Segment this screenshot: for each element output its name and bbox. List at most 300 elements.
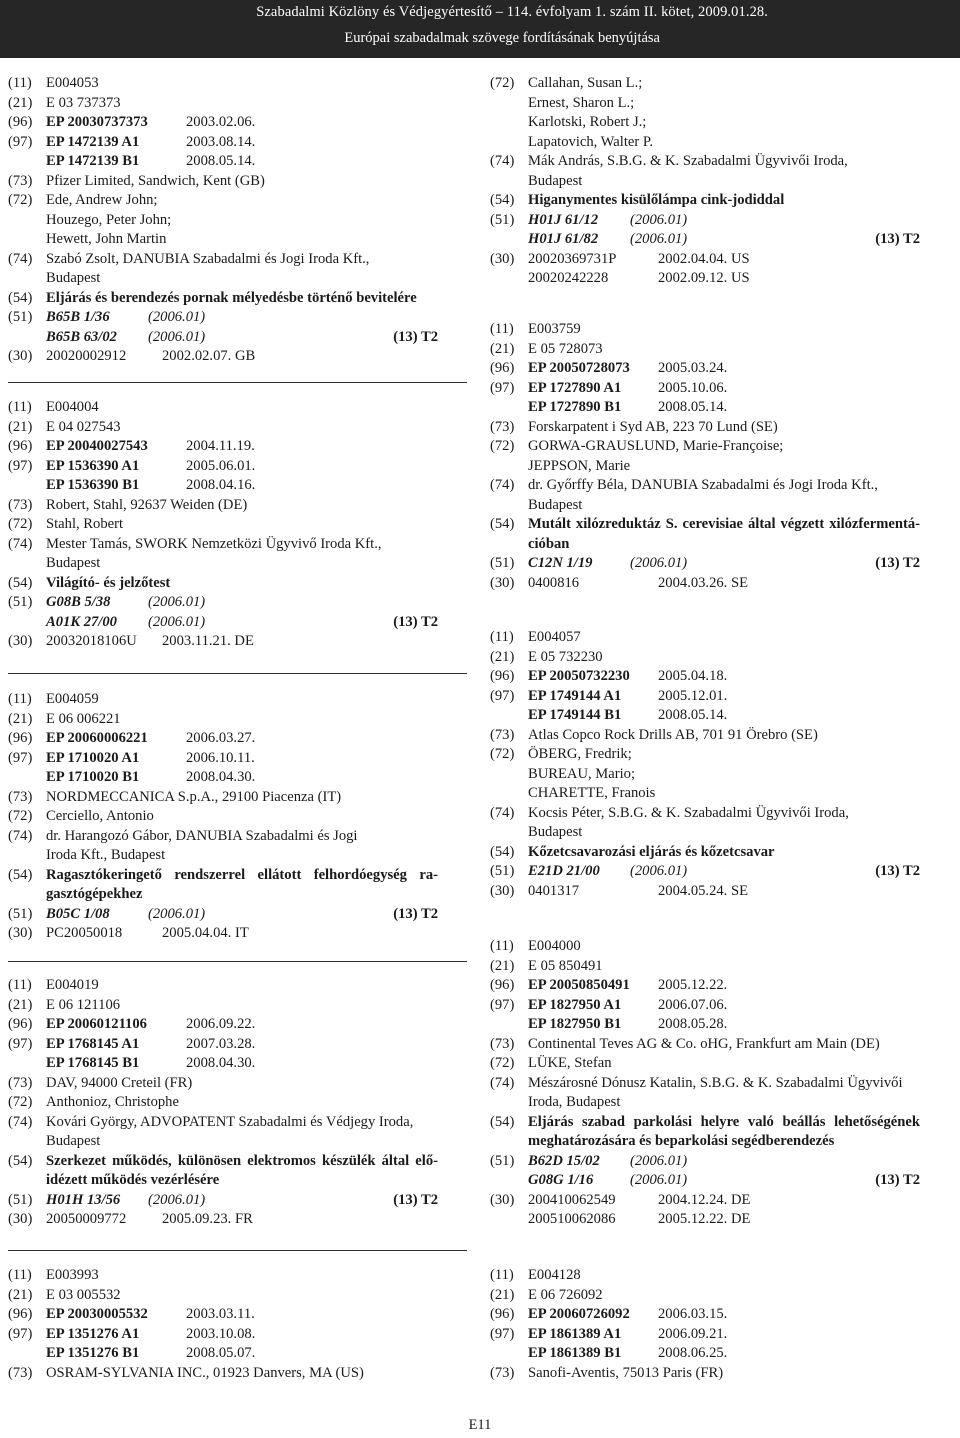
invention-title-line: Eljárás és berendezés pornak mélyedésbe történő bevitelére [46, 289, 417, 306]
inid-74-label: (74) [490, 804, 515, 821]
ipc-version: (2006.01) [148, 328, 206, 345]
application-number: E 03 005532 [46, 1286, 121, 1303]
inid-54-label: (54) [490, 843, 515, 860]
kind-code: (13) T2 [875, 555, 920, 571]
invention-title-line: Mutált xilózreduktáz S. cerevisiae által végzett xilózfermentá- [528, 516, 920, 532]
record-line [8, 976, 438, 996]
section-divider [8, 382, 467, 383]
proprietor-line: Continental Teves AG & Co. oHG, Frankfurt am Main (DE) [528, 1035, 880, 1052]
inid-51-label: (51) [490, 555, 515, 571]
inid-72-label: (72) [490, 438, 515, 454]
section-divider [8, 1250, 467, 1251]
inid-74-label: (74) [490, 1074, 515, 1091]
inid-73-label: (73) [8, 496, 33, 513]
record-line [490, 554, 920, 574]
inid-54-label: (54) [490, 192, 515, 208]
ipc-version: (2006.01) [148, 905, 206, 922]
priority-date: 2004.05.24. SE [658, 882, 748, 899]
record-line [490, 843, 920, 863]
representative-line: Budapest [528, 172, 583, 189]
priority-date: 2005.09.23. FR [162, 1211, 253, 1227]
record-line [8, 554, 438, 574]
inid-51-label: (51) [490, 863, 515, 879]
record-line [490, 133, 920, 153]
ep-application-date: 2006.03.15. [658, 1306, 728, 1322]
record-line [8, 152, 438, 172]
publication-number: E004057 [528, 629, 581, 645]
invention-title-line: Szerkezet működés, különösen elektromos készülék által elő- [46, 1152, 438, 1169]
record-line [8, 457, 438, 477]
ep-application-number: EP 20050732230 [528, 668, 630, 684]
record-line [490, 191, 920, 211]
application-number: E 06 726092 [528, 1286, 603, 1303]
record-line [490, 152, 920, 172]
record-line [8, 690, 438, 710]
ep-publication-number: EP 1827950 A1 [528, 996, 622, 1013]
inid-30-label: (30) [490, 250, 515, 267]
inid-97-label: (97) [490, 1325, 515, 1342]
ipc-class: C12N 1/19 [528, 555, 593, 571]
kind-code: (13) T2 [393, 613, 438, 630]
inventor-line: Stahl, Robert [46, 516, 124, 532]
invention-title-line: gasztógépekhez [46, 886, 143, 902]
record-line [8, 632, 438, 652]
inid-74-label: (74) [490, 477, 515, 493]
record-line [8, 1035, 438, 1055]
ep-publication-number: EP 1727890 B1 [528, 399, 622, 415]
ep-application-date: 2006.09.22. [186, 1016, 256, 1032]
priority-number: 0401317 [528, 882, 580, 899]
inid-11-label: (11) [8, 399, 32, 415]
inid-21-label: (21) [8, 996, 33, 1013]
ep-publication-date: 2007.03.28. [186, 1035, 256, 1052]
record-line [490, 957, 920, 977]
inid-96-label: (96) [8, 114, 33, 130]
record-line [490, 211, 920, 231]
inid-21-label: (21) [8, 710, 33, 727]
record-line [8, 74, 438, 94]
inid-11-label: (11) [490, 629, 514, 645]
ep-publication-date: 2008.04.30. [186, 1055, 256, 1071]
inventor-line: LÜKE, Stefan [528, 1055, 612, 1071]
representative-line: Kocsis Péter, S.B.G. & K. Szabadalmi Ügyvivői Iroda, [528, 804, 849, 821]
record-line [8, 328, 438, 348]
kind-code: (13) T2 [875, 1172, 920, 1188]
record-line [490, 996, 920, 1016]
patent-record [8, 976, 438, 1230]
record-line [8, 191, 438, 211]
proprietor-line: Robert, Stahl, 92637 Weiden (DE) [46, 496, 248, 513]
inid-11-label: (11) [490, 1267, 514, 1283]
priority-date: 2005.12.22. DE [658, 1211, 751, 1227]
patent-record [8, 74, 438, 367]
representative-line: Kovári György, ADVOPATENT Szabadalmi és Védjegy Iroda, [46, 1113, 414, 1130]
record-line [8, 1210, 438, 1230]
record-line [8, 1191, 438, 1211]
ep-publication-number: EP 1861389 B1 [528, 1345, 622, 1361]
inid-21-label: (21) [490, 648, 515, 665]
ipc-class: H01J 61/12 [528, 211, 599, 228]
priority-number: 200510062086 [528, 1211, 616, 1227]
inid-96-label: (96) [490, 360, 515, 376]
record-line [490, 687, 920, 707]
representative-line: Iroda, Budapest [528, 1094, 621, 1110]
inid-96-label: (96) [490, 977, 515, 993]
record-line [8, 250, 438, 270]
record-line [490, 1344, 920, 1364]
inid-11-label: (11) [8, 1267, 32, 1283]
inventor-line: Hewett, John Martin [46, 231, 167, 247]
ep-application-date: 2006.03.27. [186, 730, 256, 746]
ipc-version: (2006.01) [148, 594, 206, 610]
kind-code: (13) T2 [875, 231, 920, 247]
ep-publication-date: 2008.05.14. [658, 707, 728, 723]
inid-54-label: (54) [8, 1152, 33, 1169]
application-number: E 06 006221 [46, 710, 121, 727]
ep-publication-number: EP 1472139 A1 [46, 133, 140, 150]
priority-date: 2004.03.26. SE [658, 574, 748, 591]
ipc-version: (2006.01) [630, 555, 688, 571]
record-line [8, 535, 438, 555]
inid-96-label: (96) [8, 730, 33, 746]
ipc-version: (2006.01) [148, 613, 206, 630]
inventor-line: Anthonioz, Christophe [46, 1094, 179, 1110]
record-line [490, 496, 920, 516]
proprietor-line: NORDMECCANICA S.p.A., 29100 Piacenza (IT) [46, 788, 342, 805]
record-line [8, 1132, 438, 1152]
priority-date: 2004.12.24. DE [658, 1191, 751, 1208]
ep-publication-date: 2008.06.25. [658, 1345, 728, 1361]
publication-number: E004059 [46, 691, 99, 707]
patent-record [490, 74, 920, 289]
ep-publication-date: 2008.05.07. [186, 1345, 256, 1361]
record-line [8, 866, 438, 886]
publication-number: E003759 [528, 321, 581, 337]
record-line [490, 74, 920, 94]
ipc-version: (2006.01) [630, 1152, 688, 1169]
record-line [8, 1364, 438, 1384]
record-line [490, 574, 920, 594]
record-line [490, 804, 920, 824]
record-line [8, 476, 438, 496]
inventor-line: Ede, Andrew John; [46, 192, 158, 208]
application-number: E 04 027543 [46, 418, 121, 435]
ep-publication-number: EP 1827950 B1 [528, 1016, 622, 1032]
invention-title-line: meghatározására és beparkolási segédberendezés [528, 1133, 835, 1149]
ep-application-date: 2005.12.22. [658, 977, 728, 993]
ep-publication-date: 2005.12.01. [658, 687, 728, 704]
ep-application-number: EP 20040027543 [46, 438, 148, 454]
record-line [8, 398, 438, 418]
record-line [490, 765, 920, 785]
inid-74-label: (74) [8, 535, 33, 552]
ep-publication-date: 2008.04.30. [186, 769, 256, 785]
ep-publication-date: 2008.05.14. [658, 399, 728, 415]
record-line [8, 308, 438, 328]
inid-30-label: (30) [490, 1191, 515, 1208]
priority-number: 200410062549 [528, 1191, 616, 1208]
priority-number: 20050009772 [46, 1211, 127, 1227]
inid-30-label: (30) [8, 633, 33, 649]
inid-74-label: (74) [8, 1113, 33, 1130]
record-line [8, 113, 438, 133]
page-number: E11 [468, 1417, 492, 1433]
record-line [8, 496, 438, 516]
priority-date: 2002.09.12. US [658, 270, 750, 286]
ipc-class: B05C 1/08 [46, 905, 110, 922]
inid-96-label: (96) [490, 1306, 515, 1322]
record-line [8, 133, 438, 153]
record-line [8, 574, 438, 594]
representative-line: Budapest [46, 270, 101, 286]
patent-record [490, 1266, 920, 1383]
inid-73-label: (73) [8, 1364, 33, 1381]
record-line [490, 113, 920, 133]
ipc-class: E21D 21/00 [528, 863, 600, 879]
record-line [490, 250, 920, 270]
record-line [490, 320, 920, 340]
inid-11-label: (11) [8, 977, 32, 993]
inid-11-label: (11) [8, 75, 32, 91]
representative-line: Mester Tamás, SWORK Nemzetközi Ügyvivő Iroda Kft., [46, 535, 382, 552]
ipc-class: B65B 63/02 [46, 328, 117, 345]
record-line [490, 172, 920, 192]
priority-number: 20020242228 [528, 270, 609, 286]
patent-record [490, 320, 920, 593]
ep-publication-number: EP 1351276 A1 [46, 1325, 140, 1342]
journal-title: Szabadalmi Közlöny és Védjegyértesítő – 114. évfolyam 1. szám II. kötet, 2009.01.28. [256, 4, 768, 20]
ep-application-number: EP 20050728073 [528, 360, 630, 376]
priority-number: PC20050018 [46, 925, 123, 941]
record-line [490, 1035, 920, 1055]
record-line [490, 1171, 920, 1191]
record-line [490, 882, 920, 902]
record-line [490, 1266, 920, 1286]
invention-title-line: Ragasztókeringető rendszerrel ellátott felhordóegység ra- [46, 866, 438, 883]
record-line [490, 1152, 920, 1172]
priority-date: 2002.04.04. US [658, 250, 750, 267]
ipc-class: A01K 27/00 [46, 613, 117, 630]
record-line [490, 457, 920, 477]
inventor-line: Lapatovich, Walter P. [528, 133, 654, 150]
record-line [8, 768, 438, 788]
priority-date: 2005.04.04. IT [162, 925, 249, 941]
ep-publication-number: EP 1710020 A1 [46, 749, 140, 766]
record-line [490, 94, 920, 114]
record-line [490, 1286, 920, 1306]
application-number: E 06 121106 [46, 996, 121, 1013]
record-line [8, 827, 438, 847]
record-line [490, 976, 920, 996]
record-line [8, 1074, 438, 1094]
record-line [490, 628, 920, 648]
record-line [8, 749, 438, 769]
priority-number: 0400816 [528, 574, 580, 591]
inid-51-label: (51) [490, 1152, 515, 1169]
record-line [490, 535, 920, 555]
inid-97-label: (97) [8, 133, 33, 150]
representative-line: Budapest [528, 496, 583, 513]
inid-54-label: (54) [8, 289, 33, 306]
record-line [8, 1325, 438, 1345]
inid-21-label: (21) [490, 957, 515, 974]
ep-publication-date: 2003.08.14. [186, 133, 256, 150]
record-line [490, 648, 920, 668]
inid-96-label: (96) [8, 438, 33, 454]
record-line [490, 937, 920, 957]
inventor-line: Callahan, Susan L.; [528, 75, 643, 91]
invention-title-line: Eljárás szabad parkolási helyre való beállás lehetőségének [528, 1113, 920, 1130]
record-line [8, 807, 438, 827]
record-line [490, 667, 920, 687]
priority-number: 20032018106U [46, 633, 137, 649]
inid-21-label: (21) [490, 1286, 515, 1303]
ep-publication-number: EP 1351276 B1 [46, 1345, 140, 1361]
inid-72-label: (72) [8, 192, 33, 208]
record-line [8, 347, 438, 367]
record-line [490, 1305, 920, 1325]
record-line [8, 1152, 438, 1172]
proprietor-line: OSRAM-SYLVANIA INC., 01923 Danvers, MA (US) [46, 1364, 364, 1381]
record-line [490, 269, 920, 289]
ep-application-date: 2003.03.11. [186, 1306, 255, 1322]
inventor-line: JEPPSON, Marie [528, 457, 631, 474]
record-line [8, 924, 438, 944]
application-number: E 05 732230 [528, 648, 603, 665]
record-line [490, 398, 920, 418]
inventor-line: GORWA-GRAUSLUND, Marie-Françoise; [528, 438, 784, 454]
record-line [490, 1325, 920, 1345]
proprietor-line: Forskarpatent i Syd AB, 223 70 Lund (SE) [528, 418, 778, 435]
ep-publication-date: 2006.07.06. [658, 996, 728, 1013]
ep-publication-date: 2005.10.06. [658, 379, 728, 396]
record-line [8, 211, 438, 231]
inid-73-label: (73) [8, 788, 33, 805]
representative-line: dr. Harangozó Gábor, DANUBIA Szabadalmi és Jogi [46, 827, 358, 844]
proprietor-line: Sanofi-Aventis, 75013 Paris (FR) [528, 1364, 724, 1381]
ep-publication-number: EP 1768145 B1 [46, 1055, 140, 1071]
representative-line: Szabó Zsolt, DANUBIA Szabadalmi és Jogi Iroda Kft., [46, 250, 370, 267]
publication-number: E003993 [46, 1267, 99, 1283]
ipc-version: (2006.01) [630, 863, 688, 879]
ep-application-number: EP 20060726092 [528, 1306, 630, 1322]
ep-application-date: 2005.03.24. [658, 360, 728, 376]
inid-72-label: (72) [8, 516, 33, 532]
ep-publication-number: EP 1749144 B1 [528, 707, 622, 723]
record-line [490, 1191, 920, 1211]
inid-74-label: (74) [8, 250, 33, 267]
record-line [490, 437, 920, 457]
inid-21-label: (21) [8, 418, 33, 435]
ipc-class: H01J 61/82 [528, 231, 599, 247]
proprietor-line: Pfizer Limited, Sandwich, Kent (GB) [46, 172, 265, 189]
publication-number: E004004 [46, 399, 99, 415]
inventor-line: ÖBERG, Fredrik; [528, 746, 632, 762]
ipc-class: H01H 13/56 [46, 1191, 121, 1208]
record-line [8, 1171, 438, 1191]
proprietor-line: Atlas Copco Rock Drills AB, 701 91 Örebro (SE) [528, 726, 818, 743]
priority-number: 20020002912 [46, 348, 127, 364]
inid-72-label: (72) [8, 1094, 33, 1110]
inid-21-label: (21) [8, 1286, 33, 1303]
inid-51-label: (51) [490, 211, 515, 228]
application-number: E 05 850491 [528, 957, 603, 974]
record-line [8, 1266, 438, 1286]
kind-code: (13) T2 [875, 863, 920, 879]
inid-73-label: (73) [490, 1035, 515, 1052]
record-line [8, 729, 438, 749]
patent-record [490, 937, 920, 1230]
representative-line: Iroda Kft., Budapest [46, 847, 166, 863]
inid-97-label: (97) [8, 1035, 33, 1052]
inid-74-label: (74) [490, 153, 515, 169]
inid-51-label: (51) [8, 309, 33, 325]
record-line [490, 418, 920, 438]
ep-application-number: EP 20050850491 [528, 977, 630, 993]
record-line [490, 823, 920, 843]
inid-11-label: (11) [490, 938, 514, 954]
record-line [8, 996, 438, 1016]
page-header [0, 0, 960, 58]
kind-code: (13) T2 [393, 905, 438, 922]
ipc-class: B62D 15/02 [528, 1152, 600, 1169]
record-line [490, 1364, 920, 1384]
inid-74-label: (74) [8, 827, 33, 844]
kind-code: (13) T2 [393, 328, 438, 345]
ipc-version: (2006.01) [630, 211, 688, 228]
record-line [8, 437, 438, 457]
inid-30-label: (30) [490, 574, 515, 591]
publication-number: E004053 [46, 75, 99, 91]
inid-54-label: (54) [490, 1113, 515, 1130]
record-line [8, 1054, 438, 1074]
ep-publication-date: 2003.10.08. [186, 1325, 256, 1342]
ep-application-number: EP 20030005532 [46, 1306, 148, 1322]
record-line [8, 289, 438, 309]
inid-11-label: (11) [8, 691, 32, 707]
record-line [490, 515, 920, 535]
record-line [8, 1305, 438, 1325]
ep-publication-date: 2005.06.01. [186, 457, 256, 474]
record-line [8, 1093, 438, 1113]
inid-51-label: (51) [8, 594, 33, 610]
inid-54-label: (54) [8, 866, 33, 883]
inid-30-label: (30) [8, 1211, 33, 1227]
inid-97-label: (97) [8, 1325, 33, 1342]
representative-line: Budapest [46, 555, 101, 571]
record-line [490, 726, 920, 746]
invention-title-line: cióban [528, 535, 570, 552]
representative-line: dr. Győrffy Béla, DANUBIA Szabadalmi és Jogi Iroda Kft., [528, 477, 878, 493]
representative-line: Mák András, S.B.G. & K. Szabadalmi Ügyvivői Iroda, [528, 153, 848, 169]
inid-96-label: (96) [8, 1306, 33, 1322]
record-line [8, 846, 438, 866]
inventor-line: Cerciello, Antonio [46, 808, 154, 824]
inid-96-label: (96) [8, 1016, 33, 1032]
record-line [490, 862, 920, 882]
inid-73-label: (73) [490, 1364, 515, 1381]
ipc-class: G08B 5/38 [46, 594, 111, 610]
priority-number: 20020369731P [528, 250, 617, 267]
record-line [490, 1132, 920, 1152]
publication-number: E004128 [528, 1267, 581, 1283]
record-line [8, 613, 438, 633]
record-line [8, 515, 438, 535]
record-line [490, 1074, 920, 1094]
record-line [490, 1054, 920, 1074]
inid-30-label: (30) [8, 925, 33, 941]
ep-publication-number: EP 1861389 A1 [528, 1325, 622, 1342]
